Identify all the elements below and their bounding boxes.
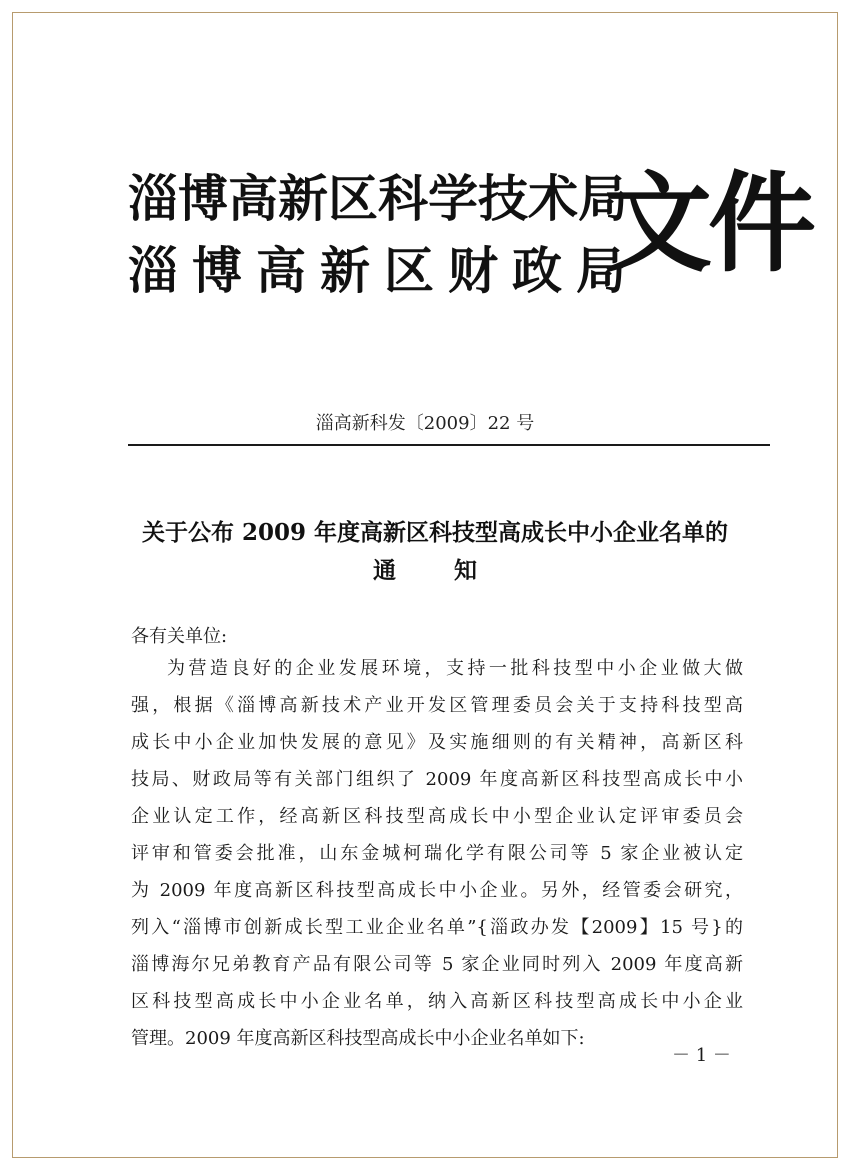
document-number: 淄高新科发〔2009〕22 号 — [315, 413, 535, 434]
body-line: 为营造良好的企业发展环境，支持一批科技型中小企业做大做 — [167, 658, 743, 679]
page-number: － 1 － — [672, 1045, 731, 1066]
body-line: 区科技型高成长中小企业名单，纳入高新区科技型高成长中小企业 — [131, 991, 743, 1012]
body-line: 为 2009 年度高新区科技型高成长中小企业。另外，经管委会研究， — [131, 880, 743, 901]
body-line: 企业认定工作，经高新区科技型高成长中小型企业认定评审委员会 — [131, 806, 743, 827]
issuer-line-2: 淄博高新区财政局 — [128, 241, 640, 300]
document-mark: 文件 — [604, 161, 813, 287]
body-line: 技局、财政局等有关部门组织了 2009 年度高新区科技型高成长中小 — [131, 769, 743, 790]
issuer-line-1: 淄博高新区科学技术局 — [128, 169, 628, 228]
body-line: 强，根据《淄博高新技术产业开发区管理委员会关于支持科技型高 — [131, 695, 743, 716]
salutation: 各有关单位: — [131, 626, 228, 647]
body-line: 成长中小企业加快发展的意见》及实施细则的有关精神，高新区科 — [131, 732, 743, 753]
body-line: 列入“淄博市创新成长型工业企业名单”{淄政办发【2009】15 号}的 — [131, 917, 743, 938]
notice-title-line-1: 关于公布 2009 年度高新区科技型高成长中小企业名单的 — [141, 519, 729, 546]
body-line: 淄博海尔兄弟教育产品有限公司等 5 家企业同时列入 2009 年度高新 — [131, 954, 743, 975]
header-divider — [128, 444, 770, 446]
notice-title-line-2: 通知 — [373, 557, 535, 584]
body-line: 评审和管委会批准，山东金城柯瑞化学有限公司等 5 家企业被认定 — [131, 843, 743, 864]
body-line: 管理。2009 年度高新区科技型高成长中小企业名单如下: — [131, 1028, 585, 1049]
